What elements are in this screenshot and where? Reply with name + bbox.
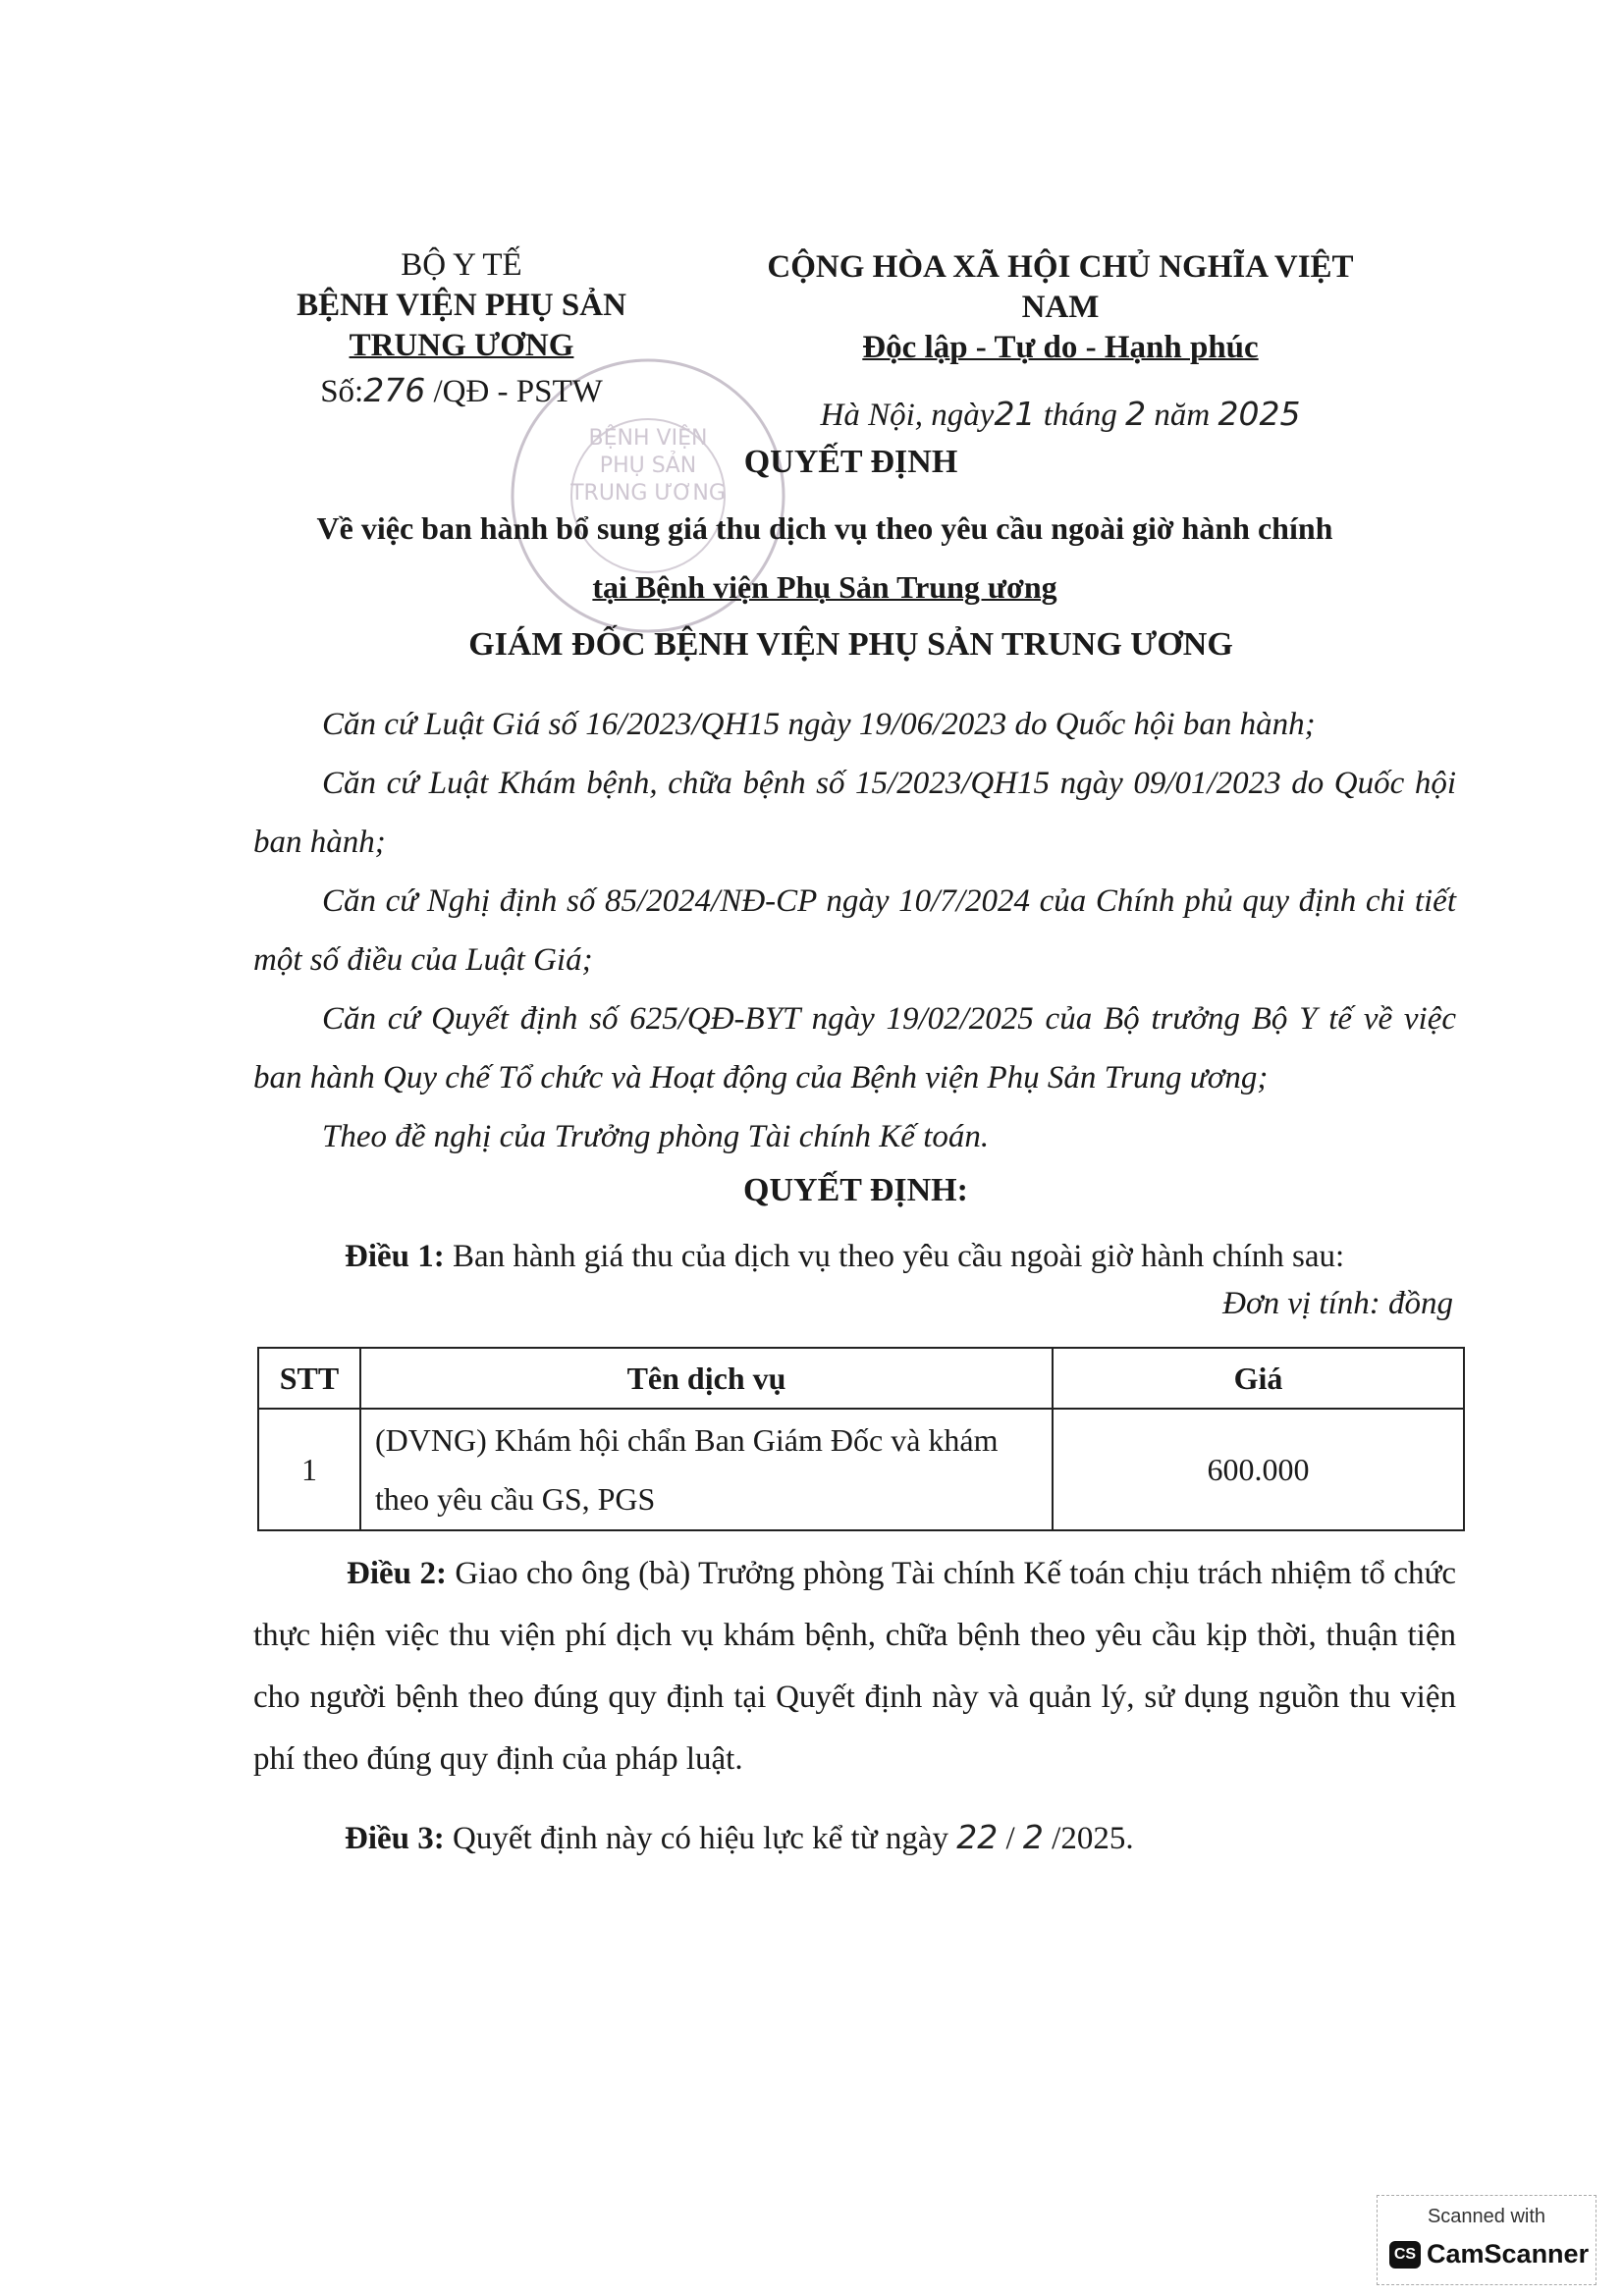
table-row <box>258 1409 1464 1530</box>
decision-heading: QUYẾT ĐỊNH: <box>743 1172 968 1208</box>
country-name: CỘNG HÒA XÃ HỘI CHỦ NGHĨA VIỆT NAM <box>767 249 1354 325</box>
column-header-service: Tên dịch vụ <box>360 1348 1053 1409</box>
article-3: Điều 3: Quyết định này có hiệu lực kể từ ngày 22 / 2 /2025. <box>345 1818 1134 1856</box>
article-2-text: Giao cho ông (bà) Trưởng phòng Tài chính Kế toán chịu trách nhiệm tổ chức thực hiện việc thu viện phí dịch vụ khám bệnh, chữa bệnh theo yêu cầu kịp thời, thuận tiện cho người bệnh theo đúng quy định tại Quyết định này và quản lý, sử dụng nguồn thu viện phí theo đúng quy định của pháp luật. <box>253 1556 1456 1777</box>
article-2 <box>253 1543 1456 1790</box>
table-header-row <box>258 1348 1464 1409</box>
handwritten-effective-day: 22 <box>956 1818 999 1856</box>
handwritten-effective-month: 2 <box>1022 1818 1044 1856</box>
handwritten-day: 21 <box>994 395 1036 433</box>
row-stt: 1 <box>258 1409 360 1530</box>
column-header-stt: STT <box>258 1348 360 1409</box>
article-2-label: Điều 2: <box>347 1556 447 1591</box>
document-title: QUYẾT ĐỊNH <box>743 444 958 480</box>
ministry-name: BỘ Y TẾ <box>401 247 522 283</box>
unit-note: Đơn vị tính: đồng <box>1222 1286 1453 1321</box>
price-table <box>257 1347 1465 1531</box>
camscanner-logo-icon: CS <box>1389 2241 1421 2269</box>
svg-text:TRUNG ƯƠNG: TRUNG ƯƠNG <box>570 481 726 506</box>
handwritten-year: 2025 <box>1217 395 1301 433</box>
hospital-name: BỆNH VIỆN PHỤ SẢN <box>297 288 626 323</box>
legal-basis-2: Căn cứ Luật Khám bệnh, chữa bệnh số 15/2023/QH15 ngày 09/01/2023 do Quốc hội ban hành; <box>253 766 1456 860</box>
legal-basis-4: Căn cứ Quyết định số 625/QĐ-BYT ngày 19/02/2025 của Bộ trưởng Bộ Y tế về việc ban hành Quy chế Tổ chức và Hoạt động của Bệnh viện Phụ Sản Trung ương; <box>253 1001 1456 1095</box>
article-3-text: Quyết định này có hiệu lực kể từ ngày <box>444 1821 957 1856</box>
document-number: Số:276 /QĐ - PSTW <box>320 371 603 409</box>
document-subject <box>245 499 1404 616</box>
legal-basis-1: Căn cứ Luật Giá số 16/2023/QH15 ngày 19/06/2023 do Quốc hội ban hành; <box>322 707 1316 742</box>
issue-date: Hà Nội, ngày21 tháng 2 năm 2025 <box>820 395 1301 433</box>
svg-text:BỆNH VIỆN: BỆNH VIỆN <box>588 426 708 451</box>
director-title: GIÁM ĐỐC BỆNH VIỆN PHỤ SẢN TRUNG ƯƠNG <box>468 626 1233 663</box>
badge-caption: Scanned with <box>1427 2206 1546 2227</box>
subject-line-2: tại Bệnh viện Phụ Sản Trung ương <box>592 569 1057 605</box>
handwritten-month: 2 <box>1125 395 1147 433</box>
article-3-label: Điều 3: <box>345 1821 445 1856</box>
hospital-name-line2: TRUNG ƯƠNG <box>349 328 574 363</box>
svg-text:PHỤ SẢN: PHỤ SẢN <box>599 454 697 478</box>
badge-brand: CamScanner <box>1427 2239 1590 2269</box>
article-1 <box>253 1227 1456 1286</box>
legal-basis-3: Căn cứ Nghị định số 85/2024/NĐ-CP ngày 10/7/2024 của Chính phủ quy định chi tiết một số điều của Luật Giá; <box>253 883 1456 978</box>
column-header-price: Giá <box>1053 1348 1464 1409</box>
national-motto: Độc lập - Tự do - Hạnh phúc <box>862 330 1259 365</box>
national-header <box>727 247 1394 436</box>
camscanner-badge <box>1377 2195 1596 2285</box>
issuing-authority <box>236 245 687 412</box>
legal-basis-5: Theo đề nghị của Trưởng phòng Tài chính Kế toán. <box>322 1119 990 1154</box>
article-1-label: Điều 1: <box>345 1239 445 1274</box>
subject-line-1: Về việc ban hành bổ sung giá thu dịch vụ theo yêu cầu ngoài giờ hành chính <box>316 510 1333 546</box>
row-service-name: (DVNG) Khám hội chẩn Ban Giám Đốc và khám theo yêu cầu GS, PGS <box>360 1409 1053 1530</box>
article-1-text: Ban hành giá thu của dịch vụ theo yêu cầu ngoài giờ hành chính sau: <box>444 1239 1345 1274</box>
row-price: 600.000 <box>1053 1409 1464 1530</box>
handwritten-number: 276 <box>363 371 426 409</box>
